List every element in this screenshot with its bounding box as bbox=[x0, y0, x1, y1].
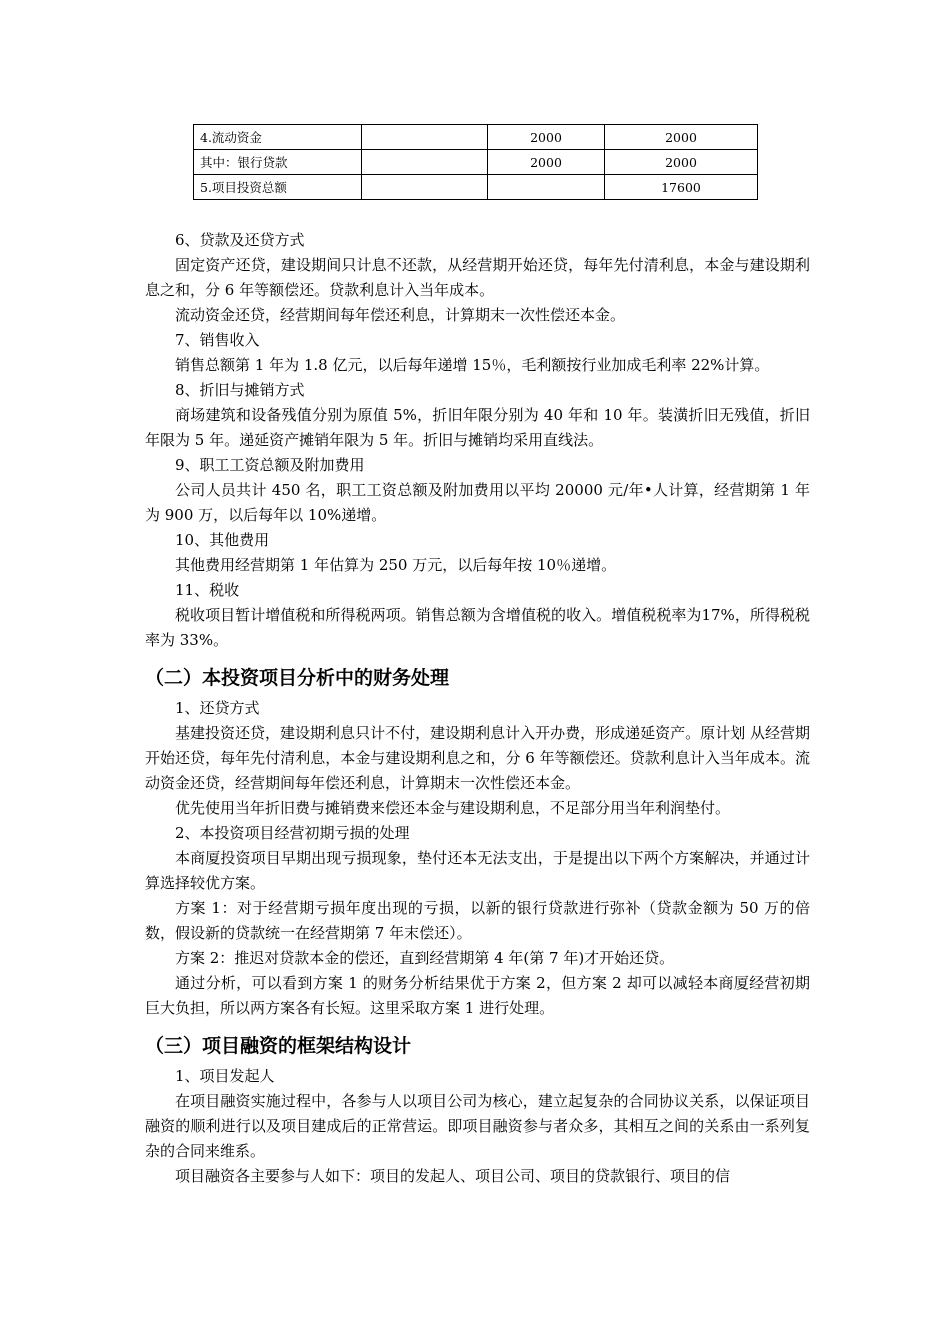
table-cell bbox=[362, 150, 488, 175]
paragraph: 固定资产还贷，建设期间只计息不还款，从经营期开始还贷，每年先付清利息，本金与建设期利息之和，分 6 年等额偿还。贷款利息计入当年成本。 bbox=[145, 256, 810, 299]
section-heading: 10、其他费用 bbox=[175, 531, 270, 549]
paragraph: 商场建筑和设备残值分别为原值 5%，折旧年限分别为 40 年和 10 年。装潢折旧无残值，折旧年限为 5 年。递延资产摊销年限为 5 年。折旧与摊销均采用直线法。 bbox=[145, 406, 810, 449]
paragraph: 通过分析，可以看到方案 1 的财务分析结果优于方案 2，但方案 2 却可以减轻本商厦经营初期巨大负担，所以两方案各有长短。这里采取方案 1 进行处理。 bbox=[145, 974, 810, 1017]
section-heading: 11、税收 bbox=[175, 581, 240, 599]
table-cell: 2000 bbox=[605, 125, 758, 150]
table-cell: 其中：银行贷款 bbox=[194, 150, 362, 175]
table-cell bbox=[362, 175, 488, 200]
investment-table bbox=[193, 124, 758, 200]
paragraph: 销售总额第 1 年为 1.8 亿元，以后每年递增 15％，毛利额按行业加成毛利率 22%计算。 bbox=[175, 356, 770, 374]
table-cell: 2000 bbox=[605, 150, 758, 175]
table-row bbox=[194, 125, 758, 150]
paragraph: 在项目融资实施过程中，各参与人以项目公司为核心，建立起复杂的合同协议关系，以保证项目融资的顺利进行以及项目建成后的正常营运。即项目融资参与者众多，其相互之间的关系由一系列复杂的合同来维系。 bbox=[145, 1092, 810, 1160]
section-heading: 2、本投资项目经营初期亏损的处理 bbox=[175, 824, 410, 842]
chapter-heading: （三）项目融资的框架结构设计 bbox=[145, 1035, 412, 1057]
table-cell bbox=[362, 125, 488, 150]
table-row bbox=[194, 150, 758, 175]
paragraph: 本商厦投资项目早期出现亏损现象，垫付还本无法支出，于是提出以下两个方案解决，并通过计算选择较优方案。 bbox=[145, 849, 810, 892]
paragraph: 基建投资还贷，建设期利息只计不付，建设期利息计入开办费，形成递延资产。原计划 从经营期开始还贷，每年先付清利息，本金与建设期利息之和，分 6 年等额偿还。贷款利息计入当年成本。流动资金还贷，经营期间每年偿还利息，计算期末一次性偿还本金。 bbox=[145, 724, 810, 792]
section-heading: 8、折旧与摊销方式 bbox=[175, 381, 305, 399]
table-cell: 17600 bbox=[605, 175, 758, 200]
table-cell bbox=[488, 175, 605, 200]
table-cell: 5.项目投资总额 bbox=[194, 175, 362, 200]
table-cell: 2000 bbox=[488, 150, 605, 175]
paragraph: 其他费用经营期第 1 年估算为 250 万元，以后每年按 10％递增。 bbox=[175, 556, 617, 574]
paragraph: 方案 2：推迟对贷款本金的偿还，直到经营期第 4 年(第 7 年)才开始还贷。 bbox=[175, 949, 675, 967]
paragraph: 流动资金还贷，经营期间每年偿还利息，计算期末一次性偿还本金。 bbox=[175, 306, 626, 324]
section-heading: 7、销售收入 bbox=[175, 331, 260, 349]
paragraph: 税收项目暂计增值税和所得税两项。销售总额为含增值税的收入。增值税税率为17%，所得税税率为 33%。 bbox=[145, 606, 810, 649]
section-heading: 1、项目发起人 bbox=[175, 1067, 275, 1085]
document-body bbox=[145, 228, 810, 1189]
table-cell: 4.流动资金 bbox=[194, 125, 362, 150]
paragraph: 方案 1：对于经营期亏损年度出现的亏损，以新的银行贷款进行弥补（贷款金额为 50 万的倍数，假设新的贷款统一在经营期第 7 年末偿还）。 bbox=[145, 899, 810, 942]
paragraph: 优先使用当年折旧费与摊销费来偿还本金与建设期利息，不足部分用当年利润垫付。 bbox=[175, 799, 731, 817]
paragraph: 项目融资各主要参与人如下：项目的发起人、项目公司、项目的贷款银行、项目的信 bbox=[175, 1167, 731, 1185]
table-cell: 2000 bbox=[488, 125, 605, 150]
chapter-heading: （二）本投资项目分析中的财务处理 bbox=[145, 667, 450, 689]
table-row bbox=[194, 175, 758, 200]
section-heading: 9、职工工资总额及附加费用 bbox=[175, 456, 365, 474]
section-heading: 6、贷款及还贷方式 bbox=[175, 231, 305, 249]
paragraph: 公司人员共计 450 名，职工工资总额及附加费用以平均 20000 元/年•人计算，经营期第 1 年为 900 万，以后每年以 10%递增。 bbox=[145, 481, 810, 524]
section-heading: 1、还贷方式 bbox=[175, 699, 260, 717]
